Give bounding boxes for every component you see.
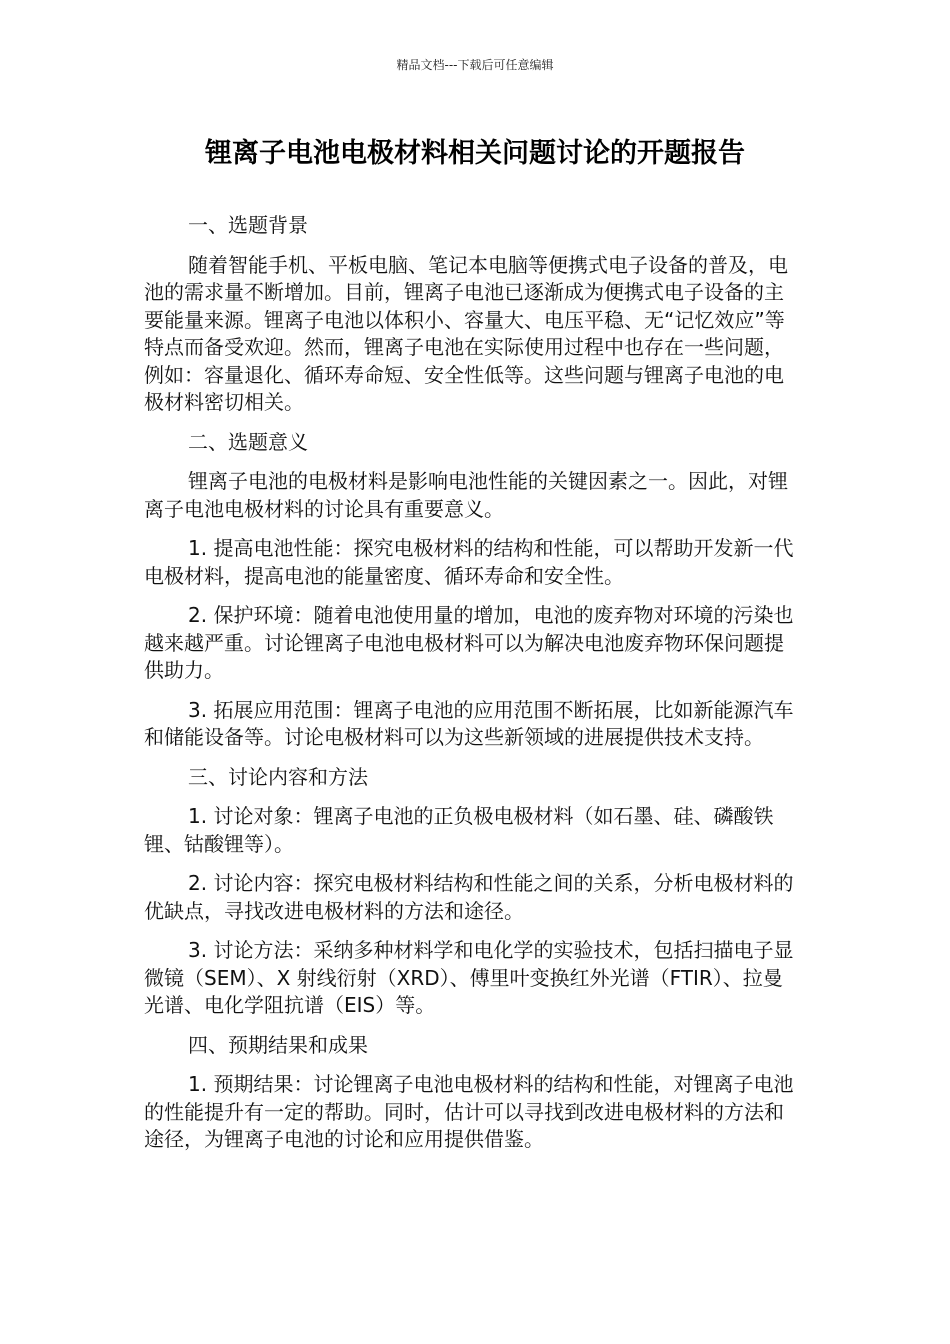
paragraph-significance-intro: 锂离子电池的电极材料是影响电池性能的关键因素之一。因此，对锂离子电池电极材料的讨论具有重要意义。: [144, 469, 788, 521]
paragraph-significance-3: 3. 拓展应用范围：锂离子电池的应用范围不断拓展，比如新能源汽车和储能设备等。讨论电极材料可以为这些新领域的进展提供技术支持。: [144, 697, 794, 749]
paragraph-methods-1: 1. 讨论对象：锂离子电池的正负极电极材料（如石墨、硅、磷酸铁锂、钴酸锂等）。: [144, 804, 774, 856]
paragraph-significance-1: 1. 提高电池性能：探究电极材料的结构和性能，可以帮助开发新一代电极材料，提高电池的能量密度、循环寿命和安全性。: [144, 536, 794, 588]
paragraph-significance-2: 2. 保护环境：随着电池使用量的增加，电池的废弃物对环境的污染也越来越严重。讨论锂离子电池电极材料可以为解决电池废弃物环保问题提供助力。: [144, 603, 794, 682]
section-heading-results: 四、预期结果和成果: [188, 1032, 368, 1057]
paragraph-methods-2: 2. 讨论内容：探究电极材料结构和性能之间的关系，分析电极材料的优缺点，寻找改进电极材料的方法和途径。: [144, 871, 794, 923]
document-title: 锂离子电池电极材料相关问题讨论的开题报告: [205, 138, 745, 169]
paragraph-results-1: 1. 预期结果：讨论锂离子电池电极材料的结构和性能，对锂离子电池的性能提升有一定的帮助。同时，估计可以寻找到改进电极材料的方法和途径，为锂离子电池的讨论和应用提供借鉴。: [144, 1072, 794, 1151]
document-body: [144, 212, 800, 1166]
paragraph-background: 随着智能手机、平板电脑、笔记本电脑等便携式电子设备的普及，电池的需求量不断增加。目前，锂离子电池已逐渐成为便携式电子设备的主要能量来源。锂离子电池以体积小、容量大、电压平稳、无“记忆效应”等特点而备受欢迎。然而，锂离子电池在实际使用过程中也存在一些问题，例如：容量退化、循环寿命短、安全性低等。这些问题与锂离子电池的电极材料密切相关。: [144, 252, 788, 414]
section-heading-significance: 二、选题意义: [188, 429, 308, 454]
page-header: 精品文档---下载后可任意编辑: [396, 58, 554, 72]
section-heading-methods: 三、讨论内容和方法: [188, 764, 368, 789]
section-heading-background: 一、选题背景: [188, 213, 308, 237]
paragraph-methods-3: 3. 讨论方法：采纳多种材料学和电化学的实验技术，包括扫描电子显微镜（SEM）、X 射线衍射（XRD）、傅里叶变换红外光谱（FTIR）、拉曼光谱、电化学阻抗谱（EIS）等。: [144, 938, 794, 1017]
